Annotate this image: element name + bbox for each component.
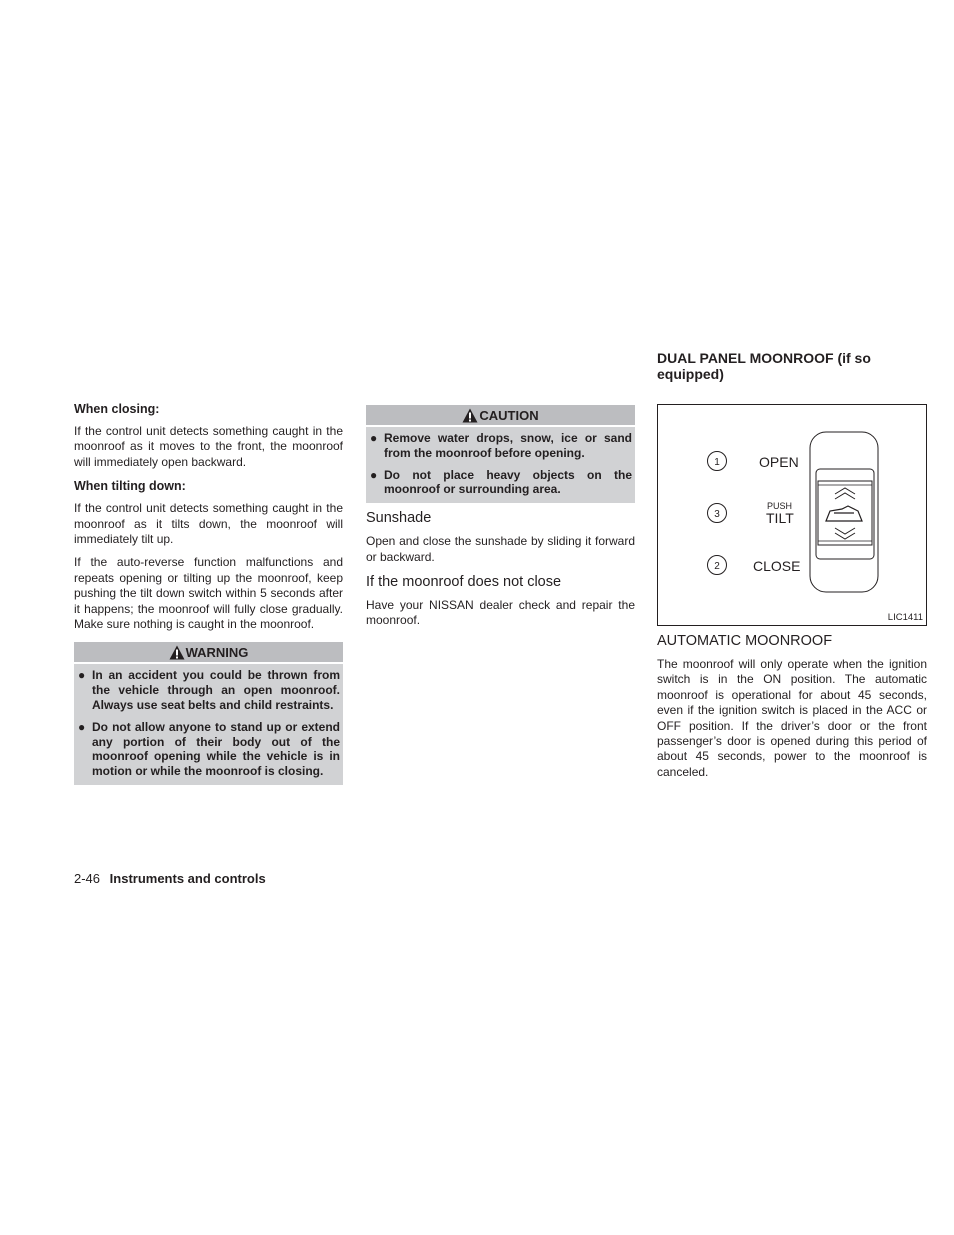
page-number: 2-46 [74, 871, 101, 886]
bullet-icon: ● [78, 719, 86, 734]
section-name: Instruments and controls [109, 871, 266, 886]
callout-number: 2 [714, 561, 720, 572]
moonroof-switch-figure [657, 404, 927, 626]
caution-box [366, 405, 635, 503]
malfunction-text: If the auto-reverse function malfunctions and repeats opening or tilting up the moonroof, keep pushing the tilt down switch within 5 seconds after it happens; the moonroof will fully close gradually. Make sure nothing is caught in the moonroof. [74, 555, 343, 632]
callout-3 [708, 504, 727, 523]
push-label: PUSH [767, 501, 793, 511]
does-not-close-text: Have your NISSAN dealer check and repair the moonroof. [366, 598, 635, 628]
right-column [657, 350, 927, 788]
caution-item [366, 468, 635, 498]
caution-title-text: CAUTION [479, 408, 539, 423]
sunshade-heading: Sunshade [366, 510, 432, 527]
figure-id: LIC1411 [887, 612, 923, 623]
middle-column [366, 405, 635, 637]
does-not-close-heading: If the moonroof does not close [366, 574, 562, 590]
callout-number: 1 [714, 457, 720, 468]
warning-item [74, 668, 343, 712]
bullet-icon: ● [78, 668, 86, 683]
warning-triangle-icon [462, 408, 478, 423]
close-label: CLOSE [753, 558, 801, 574]
callout-2 [708, 556, 727, 575]
caution-item-text: Remove water drops, snow, ice or sand from the moonroof before opening. [384, 431, 632, 460]
switch-illustration [658, 405, 926, 625]
open-label: OPEN [759, 454, 799, 470]
warning-item-text: In an accident you could be thrown from the vehicle through an open moonroof. Always use seat belts and child restraints. [92, 668, 340, 713]
caution-item-text: Do not place heavy objects on the moonroof or surrounding area. [384, 467, 632, 497]
when-closing-heading: When closing: [74, 402, 160, 416]
warning-triangle-icon [169, 645, 185, 660]
switch-housing [810, 432, 878, 592]
automatic-moonroof-heading: AUTOMATIC MOONROOF [657, 633, 833, 649]
section-title: DUAL PANEL MOONROOF (if so equipped) [657, 350, 871, 382]
caution-title [366, 405, 635, 427]
page-footer [74, 871, 266, 886]
when-tilting-text: If the control unit detects something caught in the moonroof as it tilts down, the moonroof will immediately tilt up. [74, 501, 343, 547]
bullet-icon: ● [370, 431, 378, 445]
callout-1 [708, 452, 727, 471]
when-tilting-heading: When tilting down: [74, 479, 186, 494]
callout-number: 3 [714, 509, 720, 520]
automatic-moonroof-text: The moonroof will only operate when the ignition switch is in the ON position. The automatic moonroof is operational for about 45 seconds, even if the ignition switch is placed in the ACC or OFF position. If the driver’s door or the front passenger’s door is opened during this period of about 45 seconds, power to the moonroof is canceled. [657, 657, 927, 779]
bullet-icon: ● [370, 467, 378, 482]
warning-item-text: Do not allow anyone to stand up or extend any portion of their body out of the moonroof opening while the vehicle is in motion or while the moonroof is closing. [92, 719, 340, 779]
caution-item [366, 431, 635, 461]
tilt-label: TILT [766, 510, 794, 526]
warning-title-text: WARNING [185, 645, 249, 661]
when-closing-text: If the control unit detects something caught in the moonroof as it moves to the front, the moonroof will immediately open backward. [74, 424, 343, 469]
warning-title [74, 642, 343, 664]
sunshade-text: Open and close the sunshade by sliding it forward or backward. [366, 534, 635, 564]
warning-item [74, 720, 343, 779]
warning-box [74, 642, 343, 785]
left-column [74, 401, 343, 785]
